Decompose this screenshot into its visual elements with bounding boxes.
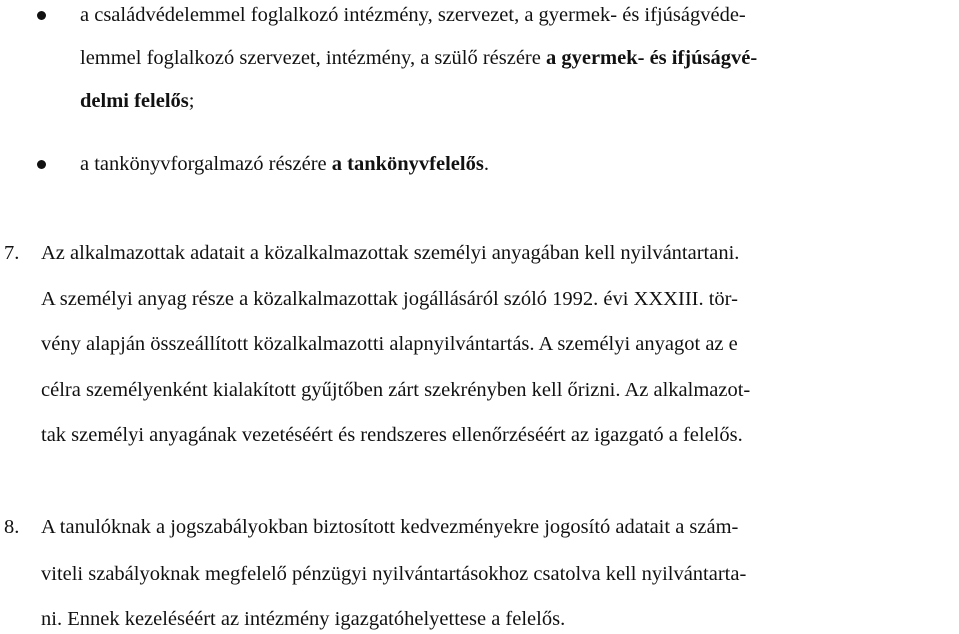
bullet-1-line-3: delmi felelős; — [80, 90, 195, 112]
section-7-line-4: célra személyenként kialakított gyűjtőben zárt szekrényben kell őrizni. Az alkalmazot- — [41, 379, 751, 401]
section-8-line-3: ni. Ennek kezeléséért az intézmény igazgatóhelyettese a felelős. — [41, 608, 566, 630]
bullet-2-line-1: a tankönyvforgalmazó részére a tankönyvfelelős. — [80, 153, 489, 175]
bullet-marker — [37, 160, 46, 169]
bullet-marker — [37, 11, 46, 20]
section-7-line-1: Az alkalmazottak adatait a közalkalmazottak személyi anyagában kell nyilvántartani. — [41, 242, 740, 264]
section-7-line-5: tak személyi anyagának vezetéséért és rendszeres ellenőrzéséért az igazgató a felelős. — [41, 424, 743, 446]
bullet-1-line-1: a családvédelemmel foglalkozó intézmény, szervezet, a gyermek- és ifjúságvéde- — [80, 4, 746, 26]
section-7-line-3: vény alapján összeállított közalkalmazotti alapnyilvántartás. A személyi anyagot az e — [41, 333, 738, 355]
bullet-1-line-2: lemmel foglalkozó szervezet, intézmény, a szülő részére a gyermek- és ifjúságvé- — [80, 47, 758, 69]
section-8-number: 8. — [4, 516, 20, 538]
section-8-line-2: viteli szabályoknak megfelelő pénzügyi nyilvántartásokhoz csatolva kell nyilvántarta- — [41, 563, 747, 585]
section-7-line-2: A személyi anyag része a közalkalmazottak jogállásáról szóló 1992. évi XXXIII. tör- — [41, 288, 738, 310]
section-8-line-1: A tanulóknak a jogszabályokban biztosított kedvezményekre jogosító adatait a szám- — [41, 516, 739, 538]
section-7-number: 7. — [4, 242, 20, 264]
